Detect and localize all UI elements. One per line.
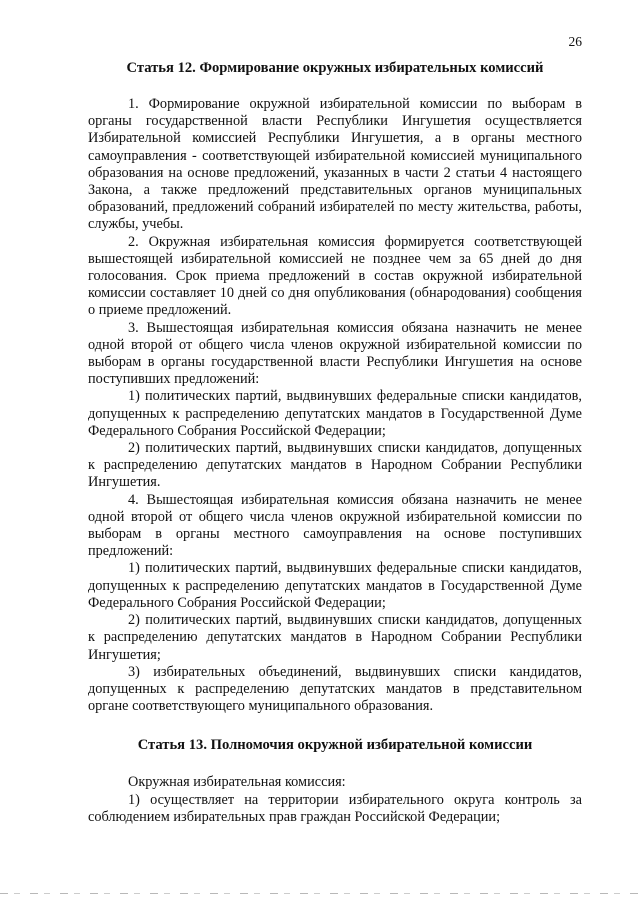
article-13-list-item: 1) осуществляет на территории избирательного округа контроль за соблюдением избирательных прав граждан Российской Федерации; (88, 791, 582, 825)
article-12-list-item: 2) политических партий, выдвинувших списки кандидатов, допущенных к распределению депутатских мандатов в Народном Собрании Республики Ингушетия. (88, 440, 582, 491)
article-12-title: Статья 12. Формирование окружных избирательных комиссий (126, 60, 544, 76)
article-12-list-item: 2) политических партий, выдвинувших списки кандидатов, допущенных к распределению депутатских мандатов в Народном Собрании Республики Ингушетия; (88, 612, 582, 663)
article-13-paragraph: Окружная избирательная комиссия: (128, 774, 346, 791)
article-12-paragraph: 4. Вышестоящая избирательная комиссия обязана назначить не менее одной второй от общего числа членов окружной избирательной комиссии по выборам в органы местного самоуправления на основе поступивших предложений: (88, 491, 582, 560)
document-body (88, 58, 582, 826)
article-13-title: Статья 13. Полномочия окружной избирательной комиссии (137, 737, 533, 754)
article-12-list-item: 1) политических партий, выдвинувших федеральные списки кандидатов, допущенных к распределению депутатских мандатов в Государственной Думе Федерального Собрания Российской Федерации; (88, 560, 582, 611)
article-12-list-item: 3) избирательных объединений, выдвинувших списки кандидатов, допущенных к распределению депутатских мандатов в представительном органе соответствующего муниципального образования. (88, 663, 582, 715)
article-12-list-item: 1) политических партий, выдвинувших федеральные списки кандидатов, допущенных к распределению депутатских мандатов в Государственной Думе Федерального Собрания Российской Федерации; (88, 388, 582, 439)
article-12-paragraph: 1. Формирование окружной избирательной комиссии по выборам в органы государственной власти Республики Ингушетия осуществляется Избирательной комиссией Республики Ингушетия, а в органы местного самоуправления - соответствующей избирательной комиссией муниципального образования на основе предложений, указанных в части 2 статьи 4 настоящего Закона, а также предложений представительных органов муниципальных образований, предложений собраний избирателей по месту жительства, работы, службы, учебы. (88, 96, 582, 233)
page-number: 26 (568, 34, 582, 49)
article-12-paragraph: 3. Вышестоящая избирательная комиссия обязана назначить не менее одной второй от общего числа членов окружной избирательной комиссии по выборам в органы государственной власти Республики Ингушетия на основе поступивших предложений: (88, 319, 582, 388)
scan-artifact-line (0, 893, 640, 894)
article-12-paragraph: 2. Окружная избирательная комиссия формируется соответствующей вышестоящей избирательной комиссией не позднее чем за 65 дней до дня голосования. Срок приема предложений в состав окружной избирательной комиссии составляет 10 дней со дня опубликования (обнародования) сообщения о приеме предложений. (88, 233, 582, 319)
